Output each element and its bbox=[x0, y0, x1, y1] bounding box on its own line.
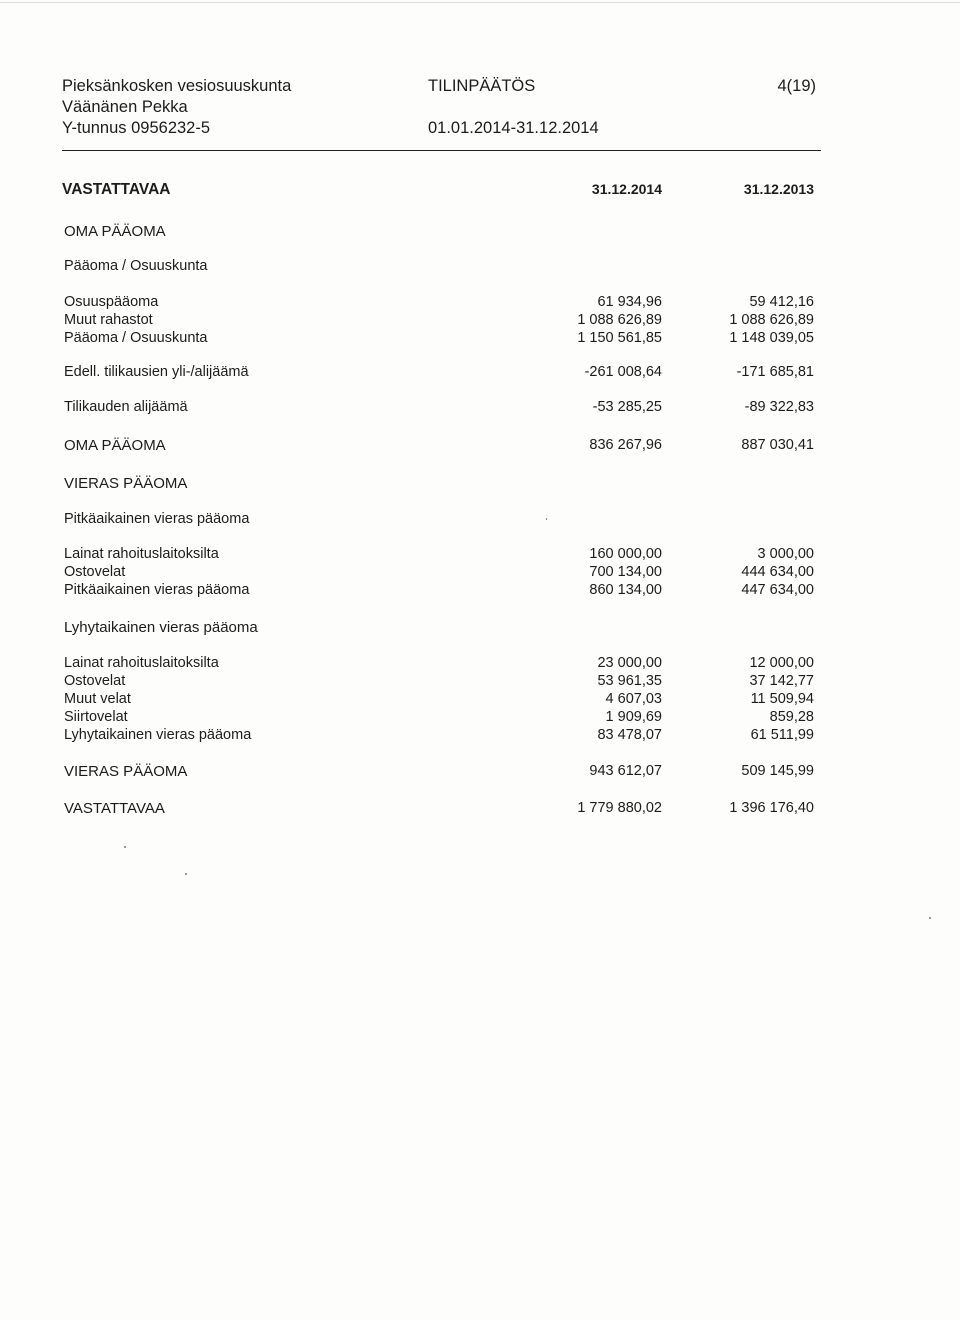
table-row: VIERAS PÄÄOMA 943 612,07 509 145,99 bbox=[64, 763, 814, 780]
contact-person: Väänänen Pekka bbox=[62, 98, 188, 116]
table-row: Siirtovelat 1 909,69 859,28 bbox=[64, 709, 814, 725]
table-row: Muut velat 4 607,03 11 509,94 bbox=[64, 691, 814, 707]
table-row: VIERAS PÄÄOMA bbox=[64, 475, 188, 492]
table-row: OMA PÄÄOMA 836 267,96 887 030,41 bbox=[64, 437, 814, 454]
table-row: Pitkäaikainen vieras pääoma bbox=[64, 511, 250, 527]
table-row: Lainat rahoituslaitoksilta 160 000,00 3 000,00 bbox=[64, 546, 814, 562]
scan-speck bbox=[124, 846, 126, 848]
table-row: Lyhytaikainen vieras pääoma bbox=[64, 619, 258, 636]
table-heading-row bbox=[0, 180, 960, 199]
document-title: TILINPÄÄTÖS bbox=[428, 77, 536, 95]
table-row: Muut rahastot 1 088 626,89 1 088 626,89 bbox=[64, 312, 814, 328]
scan-edge-line bbox=[0, 2, 960, 3]
column-header-2013: 31.12.2013 bbox=[743, 181, 814, 197]
table-heading: VASTATTAVAA bbox=[62, 181, 171, 198]
table-row: Pääoma / Osuuskunta 1 150 561,85 1 148 039,05 bbox=[64, 330, 814, 346]
scan-speck bbox=[546, 518, 547, 520]
table-row: Tilikauden alijäämä -53 285,25 -89 322,83 bbox=[64, 399, 814, 415]
table-row: OMA PÄÄOMA bbox=[64, 223, 166, 240]
table-row: Ostovelat 53 961,35 37 142,77 bbox=[64, 673, 814, 689]
company-name: Pieksänkosken vesiosuuskunta bbox=[62, 77, 292, 95]
column-header-2014: 31.12.2014 bbox=[591, 181, 662, 197]
business-id: Y-tunnus 0956232-5 bbox=[62, 119, 211, 137]
table-row: Lainat rahoituslaitoksilta 23 000,00 12 000,00 bbox=[64, 655, 814, 671]
table-row: Osuuspääoma 61 934,96 59 412,16 bbox=[64, 294, 814, 310]
page-number: 4(19) bbox=[777, 77, 816, 95]
scan-speck bbox=[185, 873, 187, 875]
header-right bbox=[777, 76, 816, 97]
header-middle bbox=[428, 76, 599, 139]
table-row: VASTATTAVAA 1 779 880,02 1 396 176,40 bbox=[64, 800, 814, 817]
table-row: Pääoma / Osuuskunta bbox=[64, 258, 208, 274]
table-row: Ostovelat 700 134,00 444 634,00 bbox=[64, 564, 814, 580]
header-left bbox=[62, 76, 291, 139]
table-row: Pitkäaikainen vieras pääoma 860 134,00 447 634,00 bbox=[64, 582, 814, 598]
table-row: Lyhytaikainen vieras pääoma 83 478,07 61 511,99 bbox=[64, 727, 814, 743]
fiscal-period: 01.01.2014-31.12.2014 bbox=[428, 119, 599, 137]
header-rule bbox=[62, 150, 821, 151]
table-row: Edell. tilikausien yli-/alijäämä -261 008,64 -171 685,81 bbox=[64, 364, 814, 380]
scan-speck bbox=[929, 917, 931, 919]
